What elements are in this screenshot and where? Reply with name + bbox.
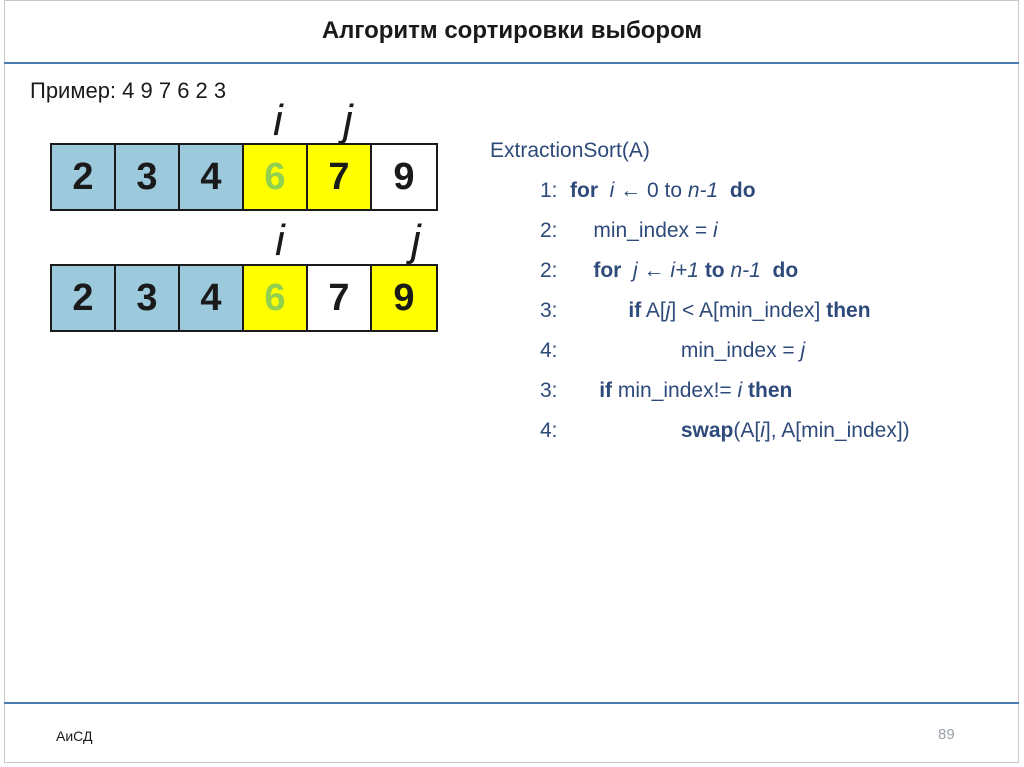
array-cell: 7 <box>308 145 372 209</box>
code-line: min_index = j <box>570 339 806 362</box>
marker-i-1: i <box>273 96 283 145</box>
code-line-number: 2: <box>540 219 558 242</box>
array-cell: 7 <box>308 266 372 330</box>
array-cell: 6 <box>244 266 308 330</box>
code-line: for i ← 0 to n-1 do <box>570 179 756 202</box>
code-line-number: 3: <box>540 379 558 402</box>
array-cell: 3 <box>116 266 180 330</box>
marker-j-1: j <box>343 96 353 145</box>
array-cell: 6 <box>244 145 308 209</box>
array-cell: 2 <box>52 145 116 209</box>
code-line-number: 2: <box>540 259 558 282</box>
array-row-1 <box>50 143 438 211</box>
code-line-number: 3: <box>540 299 558 322</box>
code-line-number: 4: <box>540 419 558 442</box>
array-cell: 9 <box>372 266 436 330</box>
code-line-number: 1: <box>540 179 558 202</box>
marker-j-2: j <box>411 216 421 265</box>
array-row-2 <box>50 264 438 332</box>
array-cell: 9 <box>372 145 436 209</box>
code-line: min_index = i <box>570 219 718 242</box>
marker-i-2: i <box>275 216 285 265</box>
code-line: swap(A[i], A[min_index]) <box>680 419 910 442</box>
code-line: if A[j] < A[min_index] then <box>628 299 871 322</box>
array-cell: 4 <box>180 145 244 209</box>
code-line: for j ← i+1 to n-1 do <box>593 259 799 282</box>
slide-title: Алгоритм сортировки выбором <box>321 17 703 44</box>
example-text: Пример: 4 9 7 6 2 3 <box>30 78 227 103</box>
array-cell: 4 <box>180 266 244 330</box>
title-divider <box>4 62 1019 64</box>
slide-frame <box>4 0 1019 763</box>
array-cell: 2 <box>52 266 116 330</box>
footer-label: АиСД <box>56 728 93 744</box>
footer-divider <box>4 702 1019 704</box>
code-line: if min_index!= i then <box>599 379 793 402</box>
page-number: 89 <box>938 726 955 743</box>
code-line-number: 4: <box>540 339 558 362</box>
array-cell: 3 <box>116 145 180 209</box>
code-header: ExtractionSort(A) <box>490 139 650 162</box>
